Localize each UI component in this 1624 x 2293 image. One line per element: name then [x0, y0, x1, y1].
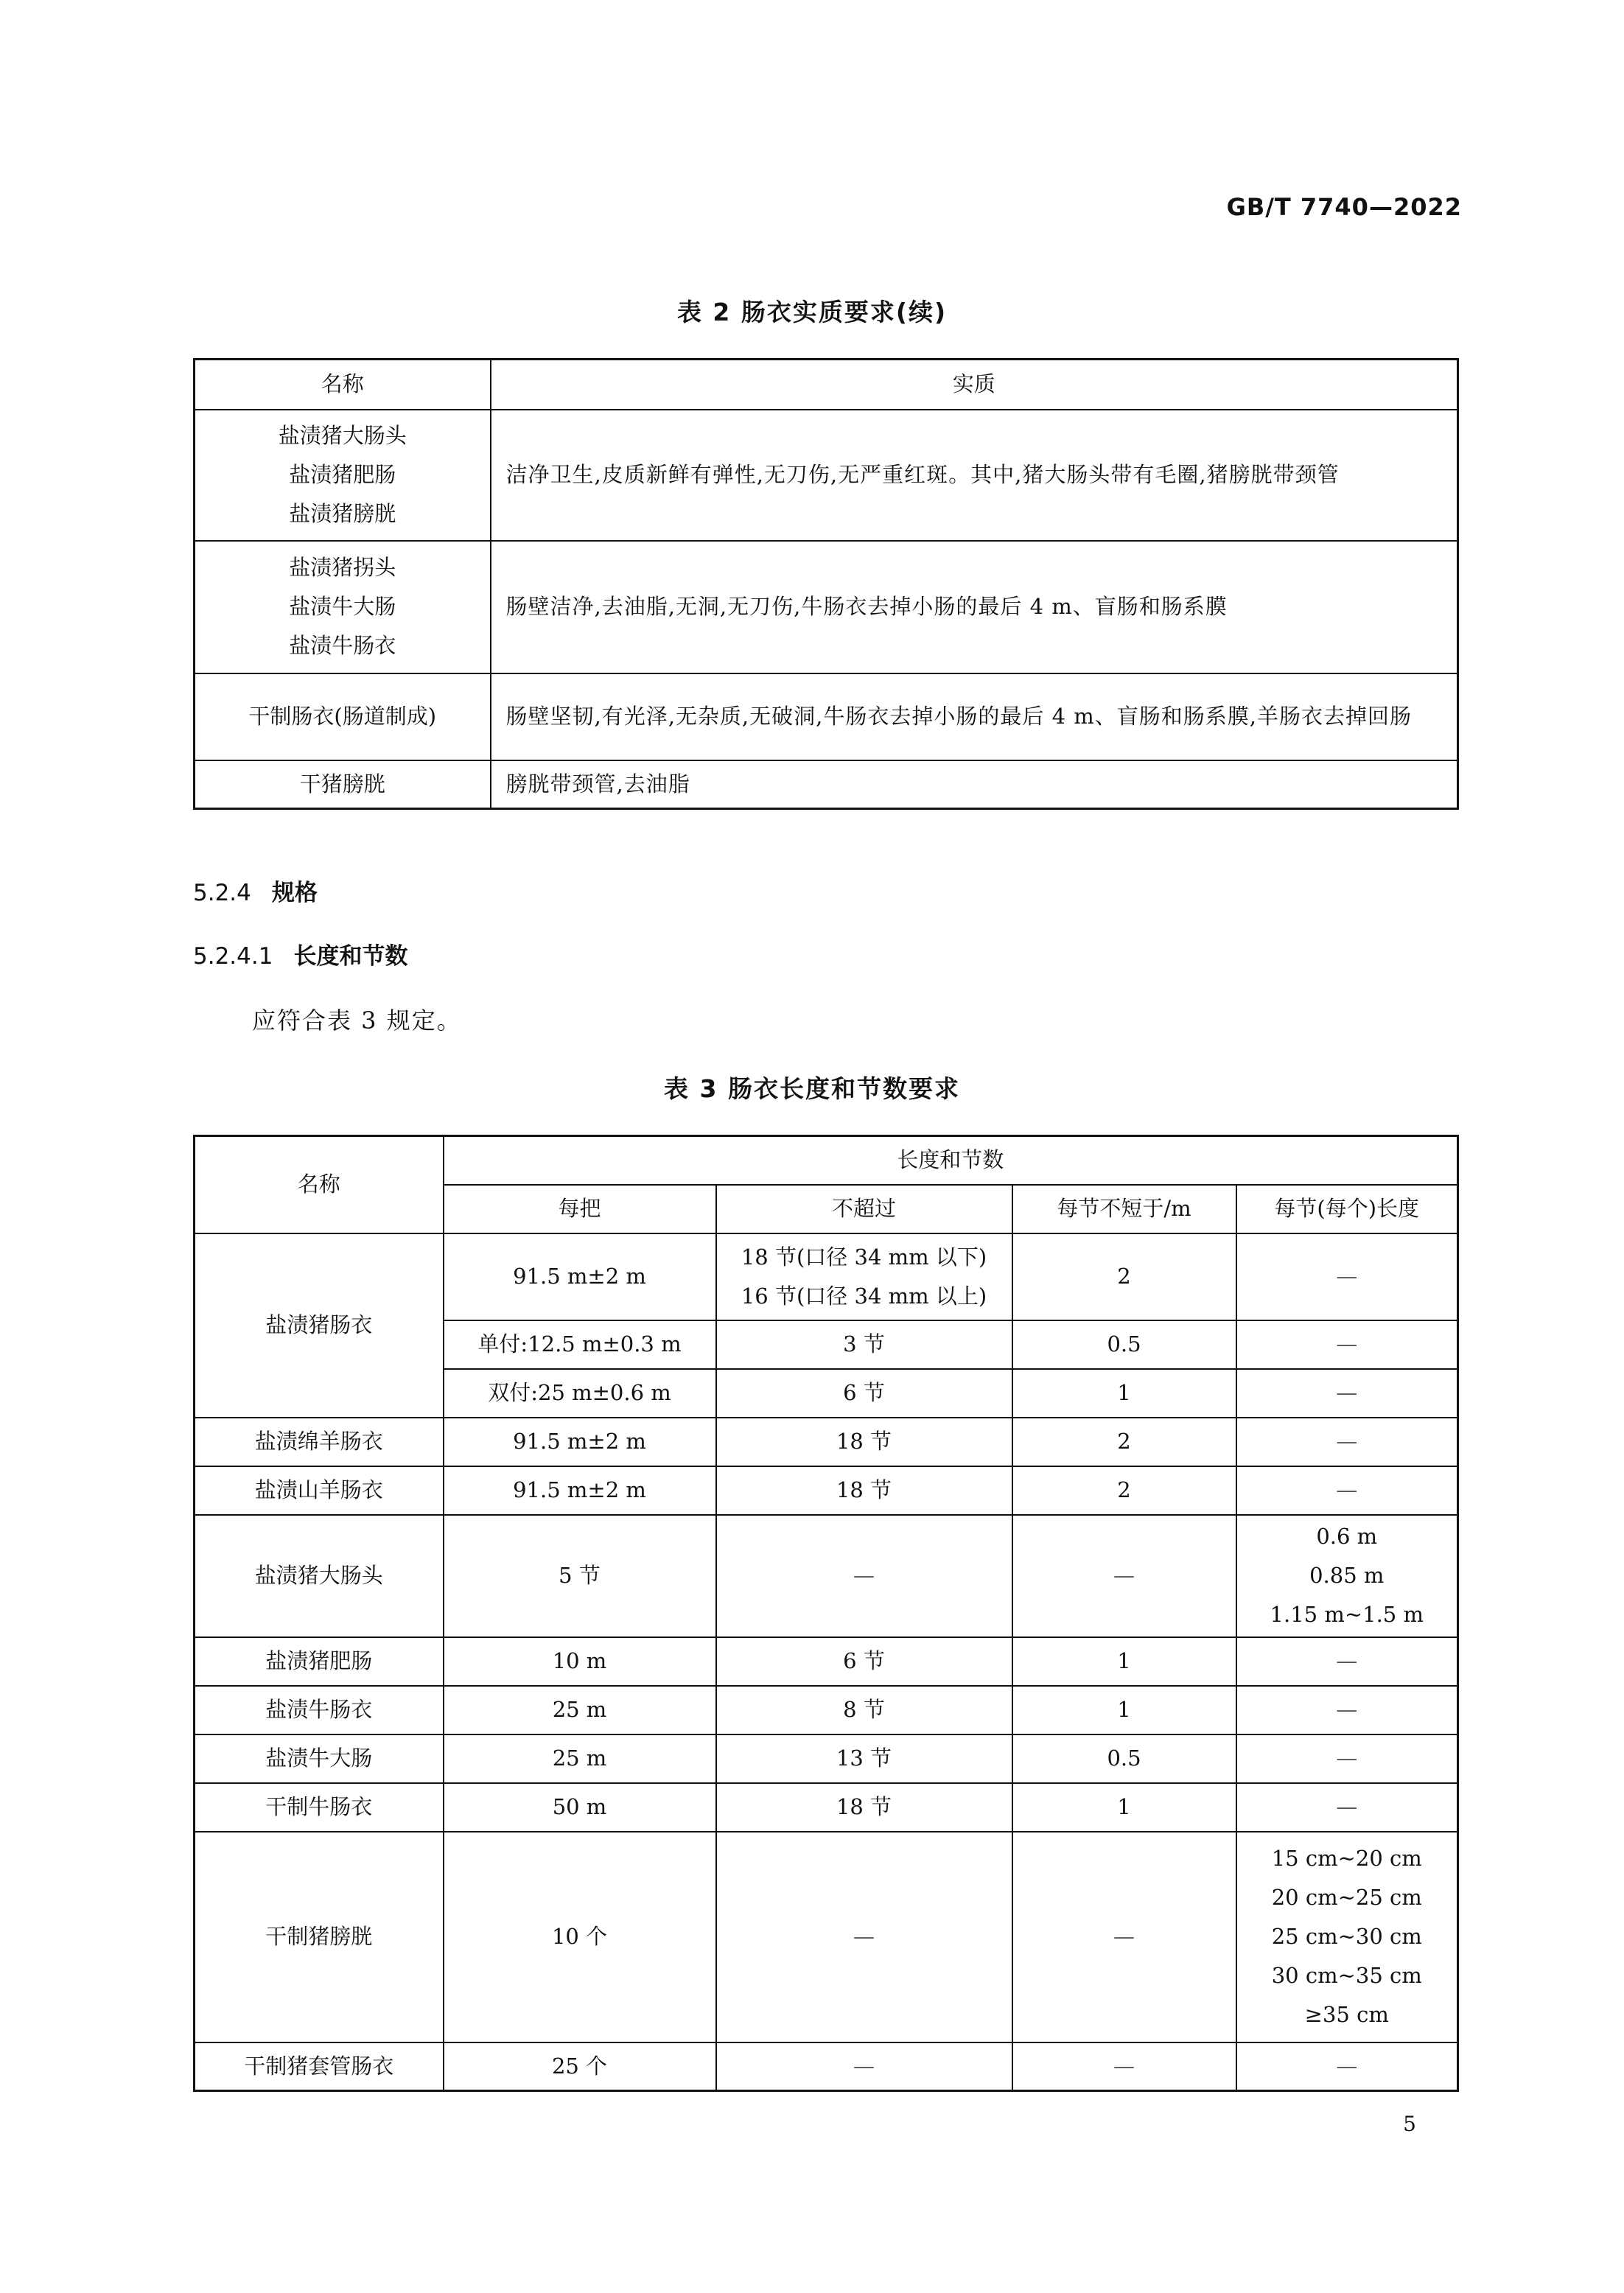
- table3-subheader-segment-length: 每节(每个)长度: [1236, 1185, 1458, 1233]
- per-bundle: 91.5 m±2 m: [444, 1466, 716, 1515]
- per-bundle: 双付:25 m±0.6 m: [444, 1369, 716, 1418]
- max-segments: 18 节: [716, 1466, 1012, 1515]
- per-bundle: 10 个: [444, 1832, 716, 2042]
- segment-length: —: [1236, 1734, 1458, 1783]
- segment-length-line: 0.6 m: [1316, 1524, 1378, 1549]
- table-row: [195, 1233, 1458, 1320]
- product-name: 盐渍猪大肠头: [195, 1515, 444, 1637]
- table2-header-name: 名称: [195, 360, 491, 410]
- section-title: 规格: [271, 880, 318, 906]
- per-bundle: 25 个: [444, 2042, 716, 2091]
- table2-caption: 表 2 肠衣实质要求(续): [676, 298, 948, 326]
- product-name: 盐渍牛大肠: [289, 594, 396, 619]
- table3-subheader-min-length: 每节不短于/m: [1012, 1185, 1236, 1233]
- table3-header-group: 长度和节数: [444, 1136, 1458, 1185]
- substance-description: 肠壁坚韧,有光泽,无杂质,无破洞,牛肠衣去掉小肠的最后 4 m、盲肠和肠系膜,羊肠衣去掉回肠: [491, 673, 1458, 760]
- section-heading-5-2-4: [193, 874, 318, 907]
- product-name: 盐渍猪肥肠: [195, 1637, 444, 1686]
- max-segments: —: [716, 1832, 1012, 2042]
- min-length: —: [1012, 1515, 1236, 1637]
- max-segments: 6 节: [716, 1637, 1012, 1686]
- row-name-cell: [195, 673, 491, 760]
- table-row: [195, 673, 1458, 760]
- segment-length-line: 1.15 m~1.5 m: [1270, 1602, 1424, 1627]
- segment-length: [1236, 1515, 1458, 1637]
- product-name: 盐渍猪膀胱: [289, 501, 396, 526]
- segment-length-line: 15 cm~20 cm: [1271, 1846, 1422, 1871]
- product-name: 干制猪膀胱: [195, 1832, 444, 2042]
- table3-subheader-max-segments: 不超过: [716, 1185, 1012, 1233]
- min-length: 2: [1012, 1466, 1236, 1515]
- segment-length-line: 20 cm~25 cm: [1271, 1885, 1422, 1910]
- segment-length: —: [1236, 1783, 1458, 1832]
- segment-length: —: [1236, 2042, 1458, 2091]
- table-row: [195, 410, 1458, 541]
- per-bundle: 5 节: [444, 1515, 716, 1637]
- max-segments: [716, 1233, 1012, 1320]
- product-name: 盐渍猪大肠头: [278, 423, 407, 448]
- max-segments-line: 16 节(口径 34 mm 以上): [741, 1283, 987, 1309]
- table-row: [195, 541, 1458, 673]
- product-name: 盐渍猪拐头: [289, 555, 396, 580]
- segment-length: —: [1236, 1369, 1458, 1418]
- table-row: [195, 1734, 1458, 1783]
- per-bundle: 25 m: [444, 1686, 716, 1734]
- segment-length: —: [1236, 1637, 1458, 1686]
- min-length: 0.5: [1012, 1320, 1236, 1369]
- table-row: [195, 1515, 1458, 1637]
- per-bundle: 25 m: [444, 1734, 716, 1783]
- table-row: [195, 1783, 1458, 1832]
- page-number: 5: [1403, 2112, 1416, 2136]
- segment-length: —: [1236, 1466, 1458, 1515]
- product-name: 干制猪套管肠衣: [195, 2042, 444, 2091]
- table-row: [195, 1832, 1458, 2042]
- section-heading-5-2-4-1: [193, 937, 407, 970]
- per-bundle: 10 m: [444, 1637, 716, 1686]
- table-row: [195, 1686, 1458, 1734]
- table3-caption: 表 3 肠衣长度和节数要求: [664, 1074, 960, 1103]
- section-title: 长度和节数: [293, 943, 408, 970]
- segment-length-line: 30 cm~35 cm: [1271, 1963, 1422, 1988]
- per-bundle: 单付:12.5 m±0.3 m: [444, 1320, 716, 1369]
- min-length: 1: [1012, 1637, 1236, 1686]
- segment-length-line: ≥35 cm: [1304, 2002, 1389, 2027]
- table-row: [195, 760, 1458, 809]
- min-length: 2: [1012, 1418, 1236, 1466]
- row-name-cell: [195, 541, 491, 673]
- product-name: 盐渍绵羊肠衣: [195, 1418, 444, 1466]
- product-name: 干猪膀胱: [299, 771, 385, 797]
- max-segments: 18 节: [716, 1418, 1012, 1466]
- table3-subheader-per-bundle: 每把: [444, 1185, 716, 1233]
- segment-length: [1236, 1832, 1458, 2042]
- segment-length: —: [1236, 1320, 1458, 1369]
- max-segments: —: [716, 2042, 1012, 2091]
- body-paragraph: 应符合表 3 规定。: [252, 1007, 462, 1035]
- per-bundle: 50 m: [444, 1783, 716, 1832]
- row-name-cell: [195, 410, 491, 541]
- min-length: 1: [1012, 1783, 1236, 1832]
- per-bundle: 91.5 m±2 m: [444, 1233, 716, 1320]
- min-length: —: [1012, 2042, 1236, 2091]
- min-length: 1: [1012, 1369, 1236, 1418]
- min-length: 2: [1012, 1233, 1236, 1320]
- max-segments: —: [716, 1515, 1012, 1637]
- row-name-cell: [195, 760, 491, 809]
- table2-header-substance: 实质: [491, 360, 1458, 410]
- table3-header-name: 名称: [195, 1136, 444, 1233]
- product-name: 干制肠衣(肠道制成): [248, 704, 437, 729]
- product-name: 盐渍猪肠衣: [195, 1233, 444, 1418]
- product-name: 盐渍牛肠衣: [289, 633, 396, 658]
- substance-description: 洁净卫生,皮质新鲜有弹性,无刀伤,无严重红斑。其中,猪大肠头带有毛圈,猪膀胱带颈管: [491, 410, 1458, 541]
- max-segments: 8 节: [716, 1686, 1012, 1734]
- min-length: —: [1012, 1832, 1236, 2042]
- table-row: [195, 1418, 1458, 1466]
- min-length: 0.5: [1012, 1734, 1236, 1783]
- product-name: 盐渍牛肠衣: [195, 1686, 444, 1734]
- per-bundle: 91.5 m±2 m: [444, 1418, 716, 1466]
- segment-length: —: [1236, 1233, 1458, 1320]
- table3: [193, 1135, 1459, 2092]
- section-number: 5.2.4: [193, 880, 251, 906]
- substance-description: 膀胱带颈管,去油脂: [491, 760, 1458, 809]
- max-segments: 18 节: [716, 1783, 1012, 1832]
- max-segments: 13 节: [716, 1734, 1012, 1783]
- table-row: [195, 1466, 1458, 1515]
- product-name: 盐渍山羊肠衣: [195, 1466, 444, 1515]
- max-segments: 6 节: [716, 1369, 1012, 1418]
- max-segments-line: 18 节(口径 34 mm 以下): [741, 1244, 987, 1270]
- table2: [193, 358, 1459, 810]
- segment-length-line: 25 cm~30 cm: [1271, 1924, 1422, 1949]
- segment-length-line: 0.85 m: [1309, 1563, 1385, 1588]
- segment-length: —: [1236, 1418, 1458, 1466]
- max-segments: 3 节: [716, 1320, 1012, 1369]
- min-length: 1: [1012, 1686, 1236, 1734]
- product-name: 干制牛肠衣: [195, 1783, 444, 1832]
- standard-code: GB/T 7740—2022: [1226, 193, 1462, 221]
- product-name: 盐渍猪肥肠: [289, 462, 396, 487]
- table-row: [195, 1637, 1458, 1686]
- product-name: 盐渍牛大肠: [195, 1734, 444, 1783]
- table-row: [195, 2042, 1458, 2091]
- substance-description: 肠壁洁净,去油脂,无洞,无刀伤,牛肠衣去掉小肠的最后 4 m、盲肠和肠系膜: [491, 541, 1458, 673]
- segment-length: —: [1236, 1686, 1458, 1734]
- section-number: 5.2.4.1: [193, 943, 273, 970]
